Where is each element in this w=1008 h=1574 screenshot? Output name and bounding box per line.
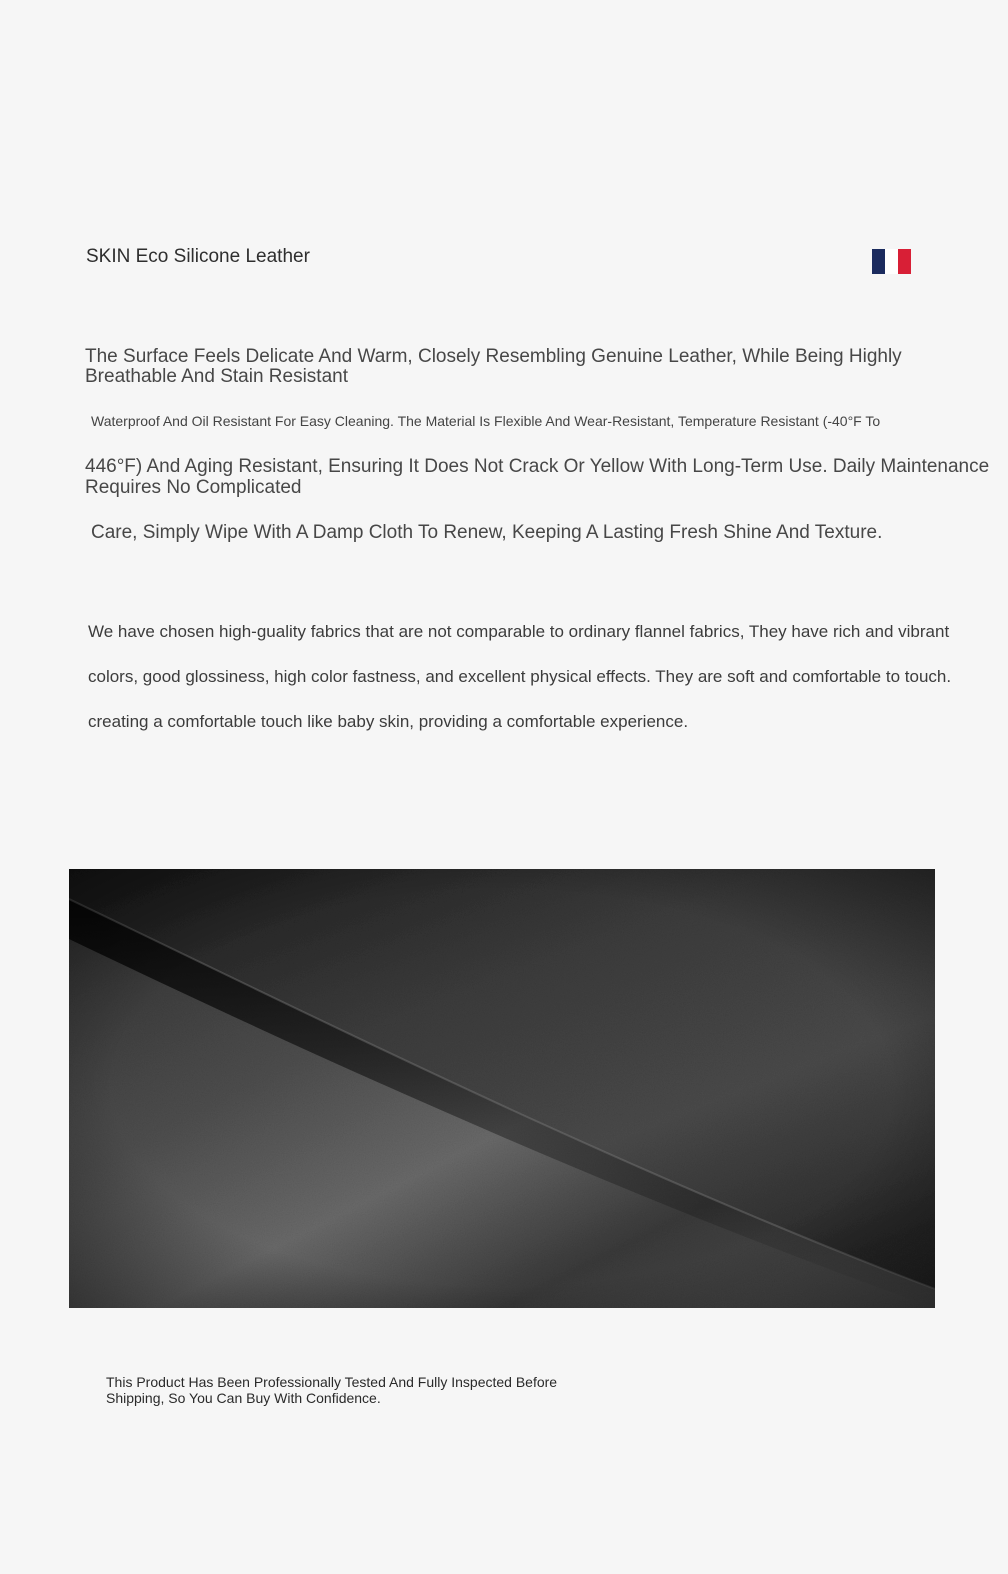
description-line-3: Care, Simply Wipe With A Damp Cloth To Renew, Keeping A Lasting Fresh Shine And Texture. — [91, 522, 883, 543]
description-small-line: Waterproof And Oil Resistant For Easy Cleaning. The Material Is Flexible And Wear-Resistant, Temperature Resistant (-40°F To — [91, 413, 881, 429]
fabric-paragraph-line: We have chosen high-guality fabrics that are not comparable to ordinary flannel fabrics, They have rich and vibrant — [88, 622, 950, 641]
flag-stripe-blue — [872, 249, 885, 274]
flag-stripe-white — [885, 249, 898, 274]
france-flag-icon — [872, 249, 911, 274]
fabric-paragraph-line: colors, good glossiness, high color fastness, and excellent physical effects. They are soft and comfortable to touch. — [88, 667, 952, 686]
suede-fabric-photo — [69, 869, 935, 1308]
inspection-note: This Product Has Been Professionally Tested And Fully Inspected Before Shipping, So You Can Buy With Confidence. — [106, 1374, 558, 1406]
description-headline: The Surface Feels Delicate And Warm, Closely Resembling Genuine Leather, While Being Highly Breathable And Stain Resistant — [85, 346, 902, 387]
fabric-paragraph — [88, 609, 968, 744]
page-title: SKIN Eco Silicone Leather — [86, 246, 310, 267]
fabric-paragraph-line: creating a comfortable touch like baby skin, providing a comfortable experience. — [88, 712, 689, 731]
description-line-2: 446°F) And Aging Resistant, Ensuring It Does Not Crack Or Yellow With Long-Term Use. Daily Maintenance Requires No Complicated — [85, 456, 990, 498]
flag-stripe-red — [898, 249, 911, 274]
